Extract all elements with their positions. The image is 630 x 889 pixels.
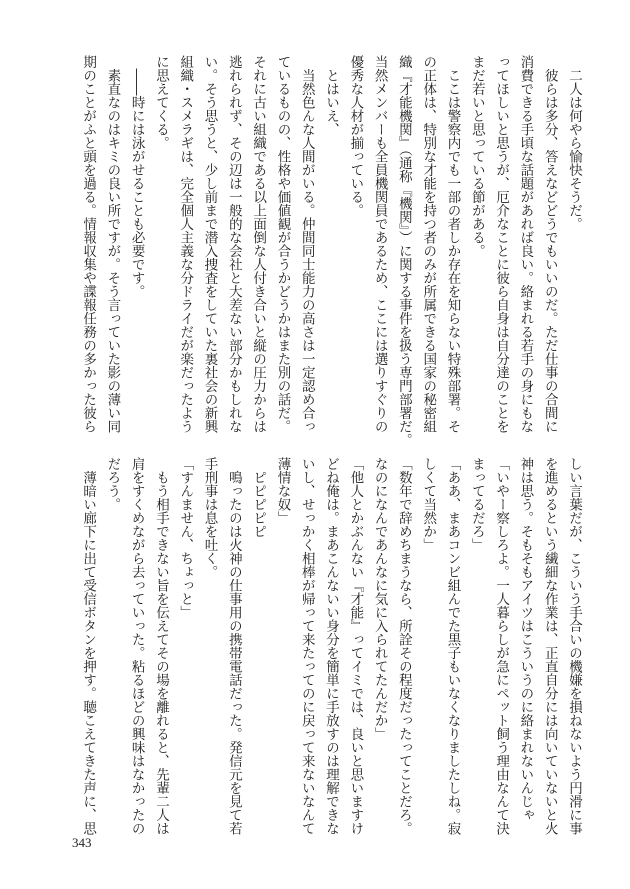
text-column: ――時には泳がせることも必要です。 <box>128 55 145 298</box>
text-column: どね俺は。まあこんないい身分を簡単に手放すのは理解できな <box>323 457 340 835</box>
text-column: 手刑事は息を吐く。 <box>201 457 218 579</box>
text-column: しい言葉だが、こういう手合いの機嫌を損ねないよう円滑に事 <box>566 457 582 835</box>
text-column: 「すんません、ちょっと」 <box>177 457 194 619</box>
text-column: 織『才能機関』（通称『機関』）に関する事件を扱う専門部署だ。 <box>395 55 412 447</box>
text-column: の正体は、特別な才能を持つ者のみが所属できる国家の秘密組 <box>420 55 437 433</box>
text-column: しくて当然か」 <box>420 457 437 552</box>
text-column: 彼らは多分、答えなどどうでもいいのだ。ただ仕事の合間に <box>541 55 558 433</box>
text-column: ピピピピピ <box>250 457 267 538</box>
upper-text-block <box>74 55 586 447</box>
text-column: まだ若いと思っている節がある。 <box>468 55 485 258</box>
text-column: 当然メンバーも全員機関員であるため、ここには選りすぐりの <box>371 55 388 433</box>
text-column: ここは警察内でも一部の者しか存在を知らない特殊部署。そ <box>444 55 461 433</box>
text-column: 「いやー察しろよ。一人暮らしが急にペット飼う理由なんて決 <box>493 457 510 835</box>
text-column: ってほしいと思うが、厄介なことに彼ら自身は自分達のことを <box>493 55 510 433</box>
page-number: 343 <box>72 835 92 850</box>
text-column: 「数年で辞めちまうなら、所詮その程度だったってことだろ。 <box>395 457 412 835</box>
text-column: い。そう思うと、少し前まで潜入捜査をしていた裏社会の新興 <box>201 55 218 433</box>
text-column: まってるだろ」 <box>468 457 485 552</box>
text-column: に思えてくる。 <box>152 55 169 150</box>
text-column: それに古い組織である以上面倒な人付き合いと縦の圧力からは <box>250 55 267 433</box>
text-column: 「他人とかぶんない『才能』ってイミでは、良いと思いますけ <box>347 457 364 835</box>
text-column: 期のことがふと頭を過る。情報収集や諜報任務の多かった彼ら <box>80 55 97 433</box>
text-column: 優秀な人材が揃っている。 <box>347 55 364 217</box>
text-column: 肩をすくめながら去っていった。粘るほどの興味はなかったの <box>128 457 145 835</box>
text-column: 組織・スメラギは、完全個人主義な分ドライだが楽だったよう <box>177 55 194 433</box>
text-column: 鳴ったのは火神の仕事用の携帯電話だった。発信元を見て若 <box>225 457 242 835</box>
text-column: だろう。 <box>104 457 121 511</box>
text-column: を進めるという繊細な作業は、正直自分には向いていないと火 <box>541 457 558 835</box>
text-column: 神は思う。そもそもアイツはこういうのに絡まれないんじゃ <box>517 457 534 822</box>
lower-text-block <box>74 457 586 835</box>
text-column: なのになんであんなに気に入られてたんだか」 <box>371 457 388 741</box>
text-column: 薄暗い廊下に出て受信ボタンを押す。聴こえてきた声に、思 <box>80 457 97 835</box>
text-column: ているものの、性格や価値観が合うかどうかはまた別の話だ。 <box>274 55 291 433</box>
text-column: とはいえ、 <box>323 55 340 136</box>
text-column: 素直なのはキミの良い所ですが。そう言っていた影の薄い同 <box>104 55 121 433</box>
text-column: 逃れられず、その辺は一般的な会社と大差ない部分かもしれな <box>225 55 242 433</box>
text-column: 二人は何やら愉快そうだ。 <box>566 55 582 231</box>
text-column: 消費できる手頃な話題があれば良い。絡まれる若手の身にもな <box>517 55 534 433</box>
text-column: もう相手できない旨を伝えてその場を離れると、先輩二人は <box>152 457 169 835</box>
text-column: 薄情な奴」 <box>274 457 291 525</box>
text-column: いし、せっかく相棒が帰って来たってのに戻って来ないなんて <box>298 457 315 835</box>
text-column: 当然色んな人間がいる。仲間同士能力の高さは一定認め合っ <box>298 55 315 433</box>
text-column: 「ああ、まあコンビ組んでた黒子もいなくなりましたしね。寂 <box>444 457 461 835</box>
